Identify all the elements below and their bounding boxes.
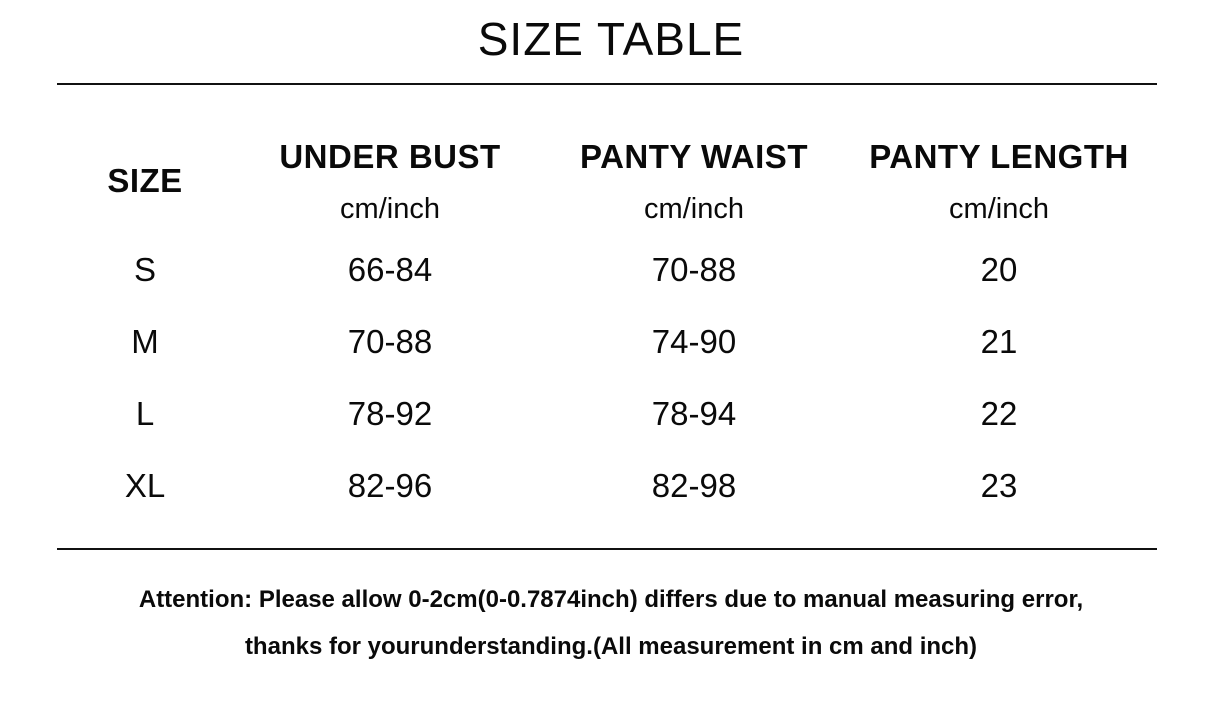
- size-label-cell: M: [131, 323, 159, 360]
- panty-length-value-cell: 20: [980, 251, 1018, 288]
- size-table: [57, 128, 1157, 522]
- panty-waist-value-cell: 74-90: [651, 323, 737, 360]
- column-header-size: [57, 128, 233, 234]
- attention-note-line1: Attention: Please allow 0-2cm(0-0.7874inch) differs due to manual measuring error,: [138, 586, 1084, 613]
- under-bust-value-cell: 66-84: [347, 251, 433, 288]
- under-bust-value-cell: 70-88: [347, 323, 433, 360]
- column-header-panty-length: [841, 128, 1157, 234]
- column-header-label: PANTY WAIST: [580, 138, 808, 175]
- size-label-cell: S: [133, 251, 156, 288]
- column-header-unit: cm/inch: [644, 192, 744, 225]
- column-header-label: PANTY LENGTH: [869, 138, 1129, 175]
- panty-waist-value-cell: 82-98: [651, 467, 737, 504]
- under-bust-value-cell: 82-96: [347, 467, 433, 504]
- panty-length-value-cell: 21: [980, 323, 1018, 360]
- top-divider-line: [57, 83, 1157, 85]
- size-label-cell: L: [135, 395, 155, 432]
- column-header-label: SIZE: [107, 162, 183, 199]
- panty-waist-value-cell: 70-88: [651, 251, 737, 288]
- bottom-divider-line: [57, 548, 1157, 550]
- under-bust-value-cell: 78-92: [347, 395, 433, 432]
- panty-length-value-cell: 23: [980, 467, 1018, 504]
- column-header-panty-waist: [547, 128, 841, 234]
- panty-length-value-cell: 22: [980, 395, 1018, 432]
- size-label-cell: XL: [124, 467, 166, 504]
- attention-note-line2: thanks for yourunderstanding.(All measurement in cm and inch): [244, 633, 978, 660]
- column-header-label: UNDER BUST: [279, 138, 501, 175]
- column-header-unit: cm/inch: [340, 192, 440, 225]
- column-header-unit: cm/inch: [949, 192, 1049, 225]
- column-header-under-bust: [233, 128, 547, 234]
- page-title: SIZE TABLE: [477, 13, 745, 65]
- panty-waist-value-cell: 78-94: [651, 395, 737, 432]
